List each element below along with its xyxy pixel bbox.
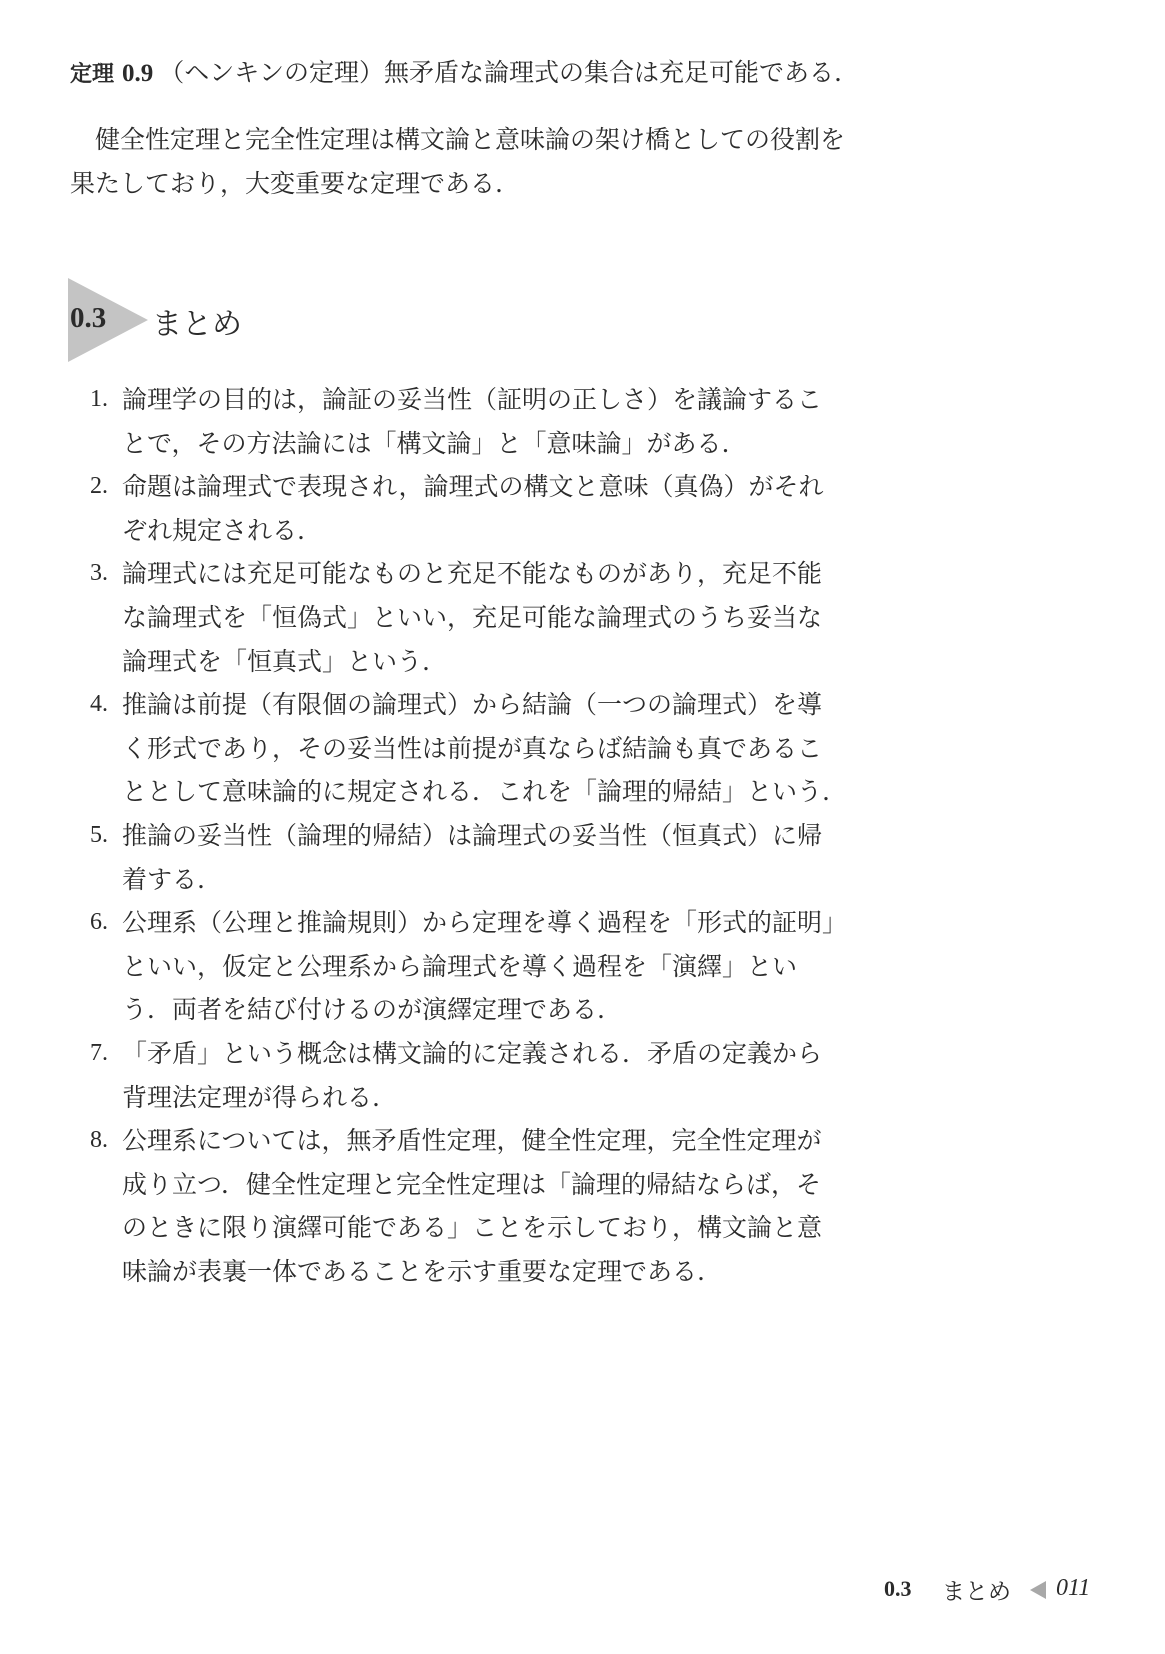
list-item-number: 8.: [90, 1127, 108, 1154]
list-item-number: 3.: [90, 560, 108, 587]
section-heading: [68, 278, 468, 362]
summary-list: [70, 378, 845, 1293]
list-item-text: 論理式には充足可能なものと充足不能なものがあり，充足不能な論理式を「恒偽式」といい，充足可能な論理式のうち妥当な論理式を「恒真式」という.: [122, 559, 823, 676]
list-item-text: 「矛盾」という概念は構文論的に定義される．矛盾の定義から背理法定理が得られる.: [122, 1038, 823, 1112]
page-number: 011: [1056, 1575, 1091, 1601]
list-item-number: 4.: [90, 691, 108, 718]
list-item-text: 公理系については，無矛盾性定理，健全性定理，完全性定理が成り立つ．健全性定理と完全性定理は「論理的帰結ならば，そのときに限り演繹可能である」ことを示しており，構文論と意味論が表裏一体であることを示す重要な定理である.: [122, 1126, 823, 1286]
list-item: [70, 901, 845, 1032]
list-item: [70, 1032, 845, 1119]
footer-section-title: まとめ: [942, 1579, 1011, 1605]
list-item: [70, 552, 845, 683]
section-number: 0.3: [70, 302, 107, 334]
list-item: [70, 465, 845, 552]
theorem-text: （ヘンキンの定理）無矛盾な論理式の集合は充足可能である.: [159, 58, 842, 87]
list-item-text: 推論の妥当性（論理的帰結）は論理式の妥当性（恒真式）に帰着する.: [122, 820, 823, 894]
list-item-number: 5.: [90, 821, 108, 848]
list-item-number: 1.: [90, 386, 108, 412]
section-title: まとめ: [152, 307, 242, 342]
list-item: [70, 683, 845, 814]
list-item-text: 公理系（公理と推論規則）から定理を導く過程を「形式的証明」といい，仮定と公理系から論理式を導く過程を「演繹」という．両者を結び付けるのが演繹定理である.: [122, 908, 835, 1025]
theorem-0-9: [70, 52, 850, 96]
list-item: [70, 378, 845, 465]
theorem-label: 定理: [70, 62, 115, 87]
list-item-text: 推論は前提（有限個の論理式）から結論（一つの論理式）を導く形式であり，その妥当性は前提が真ならば結論も真であることとして意味論的に規定される．これを「論理的帰結」という.: [122, 690, 830, 807]
list-item-text: 命題は論理式で表現され，論理式の構文と意味（真偽）がそれぞれ規定される.: [122, 472, 824, 545]
list-item-number: 6.: [90, 909, 108, 936]
footer-section-number: 0.3: [884, 1576, 912, 1601]
footer-triangle-icon: [1030, 1581, 1046, 1599]
list-item: [70, 814, 845, 901]
list-item-number: 2.: [90, 473, 108, 500]
list-item-number: 7.: [90, 1039, 108, 1066]
body-paragraph: 健全性定理と完全性定理は構文論と意味論の架け橋としての役割を果たしており，大変重要な定理である.: [70, 125, 846, 198]
theorem-number: 0.9: [121, 60, 154, 87]
list-item-text: 論理学の目的は，論証の妥当性（証明の正しさ）を議論することで，その方法論には「構文論」と「意味論」がある.: [122, 385, 823, 458]
page-footer: [884, 1571, 1124, 1605]
list-item: [70, 1119, 845, 1293]
